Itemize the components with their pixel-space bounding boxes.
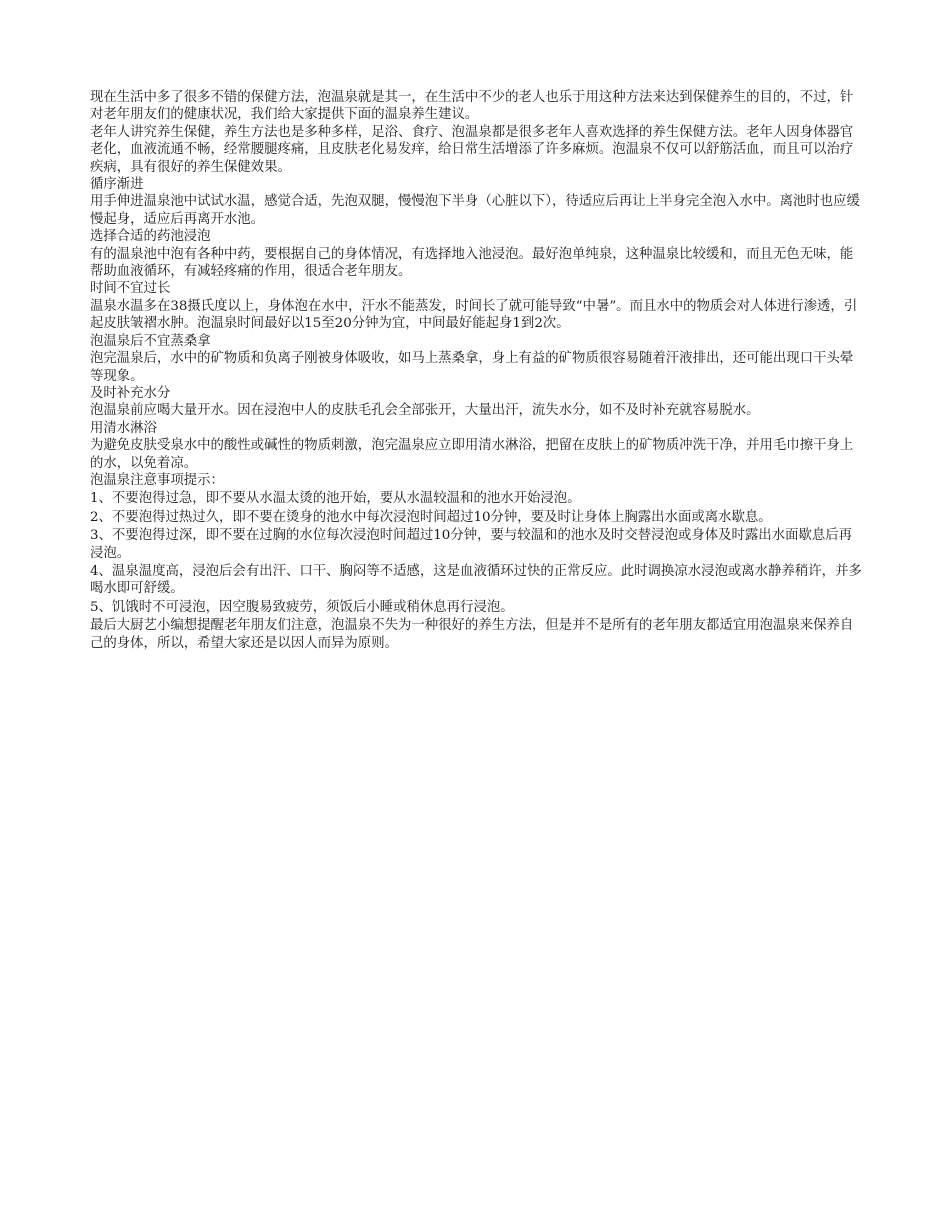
article-body (90, 89, 865, 652)
section-heading-no-sauna: 泡温泉后不宜蒸桑拿 (90, 333, 211, 349)
section-body-hydration: 泡温泉前应喝大量开水。因在浸泡中人的皮肤毛孔会全部张开，大量出汗，流失水分，如不及时补充就容易脱水。 (90, 403, 760, 419)
section-body-no-sauna: 泡完温泉后，水中的矿物质和负离子刚被身体吸收，如马上蒸桑拿，身上有益的矿物质很容易随着汗液排出，还可能出现口干头晕等现象。 (90, 351, 854, 384)
tip-item-4: 4、温泉温度高，浸泡后会有出汗、口干、胸闷等不适感，这是血液循环过快的正常反应。此时调换凉水浸泡或离水静养稍许，并多喝水即可舒缓。 (90, 563, 862, 597)
section-heading-duration: 时间不宜过长 (90, 281, 171, 297)
section-body-shower: 为避免皮肤受泉水中的酸性或碱性的物质刺激，泡完温泉应立即用清水淋浴，把留在皮肤上的矿物质冲洗干净，并用毛巾擦干身上的水，以免着凉。 (90, 438, 854, 471)
closing-paragraph: 最后大厨艺小编想提醒老年朋友们注意，泡温泉不失为一种很好的养生方法，但是并不是所有的老年朋友都适宜用泡温泉来保养自己的身体，所以，希望大家还是以因人而异为原则。 (90, 618, 854, 651)
section-heading-gradual: 循序渐进 (90, 177, 144, 193)
section-body-duration: 温泉水温多在38摄氏度以上，身体泡在水中，汗水不能蒸发，时间长了就可能导致“中暑”。而且水中的物质会对人体进行渗透，引起皮肤皱褶水肿。泡温泉时间最好以15至20分钟为宜，中间最好能起身1到2次。 (90, 298, 858, 332)
intro-paragraph-2: 老年人讲究养生保健，养生方法也是多种多样，足浴、食疗、泡温泉都是很多老年人喜欢选择的养生保健方法。老年人因身体器官老化，血液流通不畅，经常腰腿疼痛，且皮肤老化易发痒，给日常生活增添了许多麻烦。泡温泉不仅可以舒筋活血，而且可以治疗疾病，具有很好的养生保健效果。 (90, 124, 854, 175)
section-heading-hydration: 及时补充水分 (90, 385, 171, 401)
tip-item-2: 2、不要泡得过热过久，即不要在烫身的池水中每次浸泡时间超过10分钟，要及时让身体上胸露出水面或离水歇息。 (90, 509, 772, 525)
intro-paragraph-1: 现在生活中多了很多不错的保健方法，泡温泉就是其一，在生活中不少的老人也乐于用这种方法来达到保健养生的目的，不过，针对老年朋友们的健康状况，我们给大家提供下面的温泉养生建议。 (90, 90, 854, 123)
section-body-herbal-pool: 有的温泉池中泡有各种中药，要根据自己的身体情况，有选择地入池浸泡。最好泡单纯泉，这种温泉比较缓和，而且无色无味，能帮助血液循环，有减轻疼痛的作用，很适合老年朋友。 (90, 246, 854, 280)
tip-item-1: 1、不要泡得过急，即不要从水温太烫的池开始，要从水温较温和的池水开始浸泡。 (90, 491, 581, 507)
tip-item-3: 3、不要泡得过深，即不要在过胸的水位每次浸泡时间超过10分钟，要与较温和的池水及时交替浸泡或身体及时露出水面歇息后再浸泡。 (90, 528, 853, 561)
section-heading-herbal-pool: 选择合适的药池浸泡 (90, 229, 211, 245)
tips-heading: 泡温泉注意事项提示： (90, 472, 224, 488)
section-heading-shower: 用清水淋浴 (90, 420, 157, 436)
section-body-gradual: 用手伸进温泉池中试试水温，感觉合适，先泡双腿，慢慢泡下半身（心脏以下），待适应后再让上半身完全泡入水中。离池时也应缓慢起身，适应后再离开水池。 (90, 194, 860, 227)
tip-item-5: 5、饥饿时不可浸泡，因空腹易致疲劳，须饭后小睡或稍休息再行浸泡。 (90, 599, 514, 615)
